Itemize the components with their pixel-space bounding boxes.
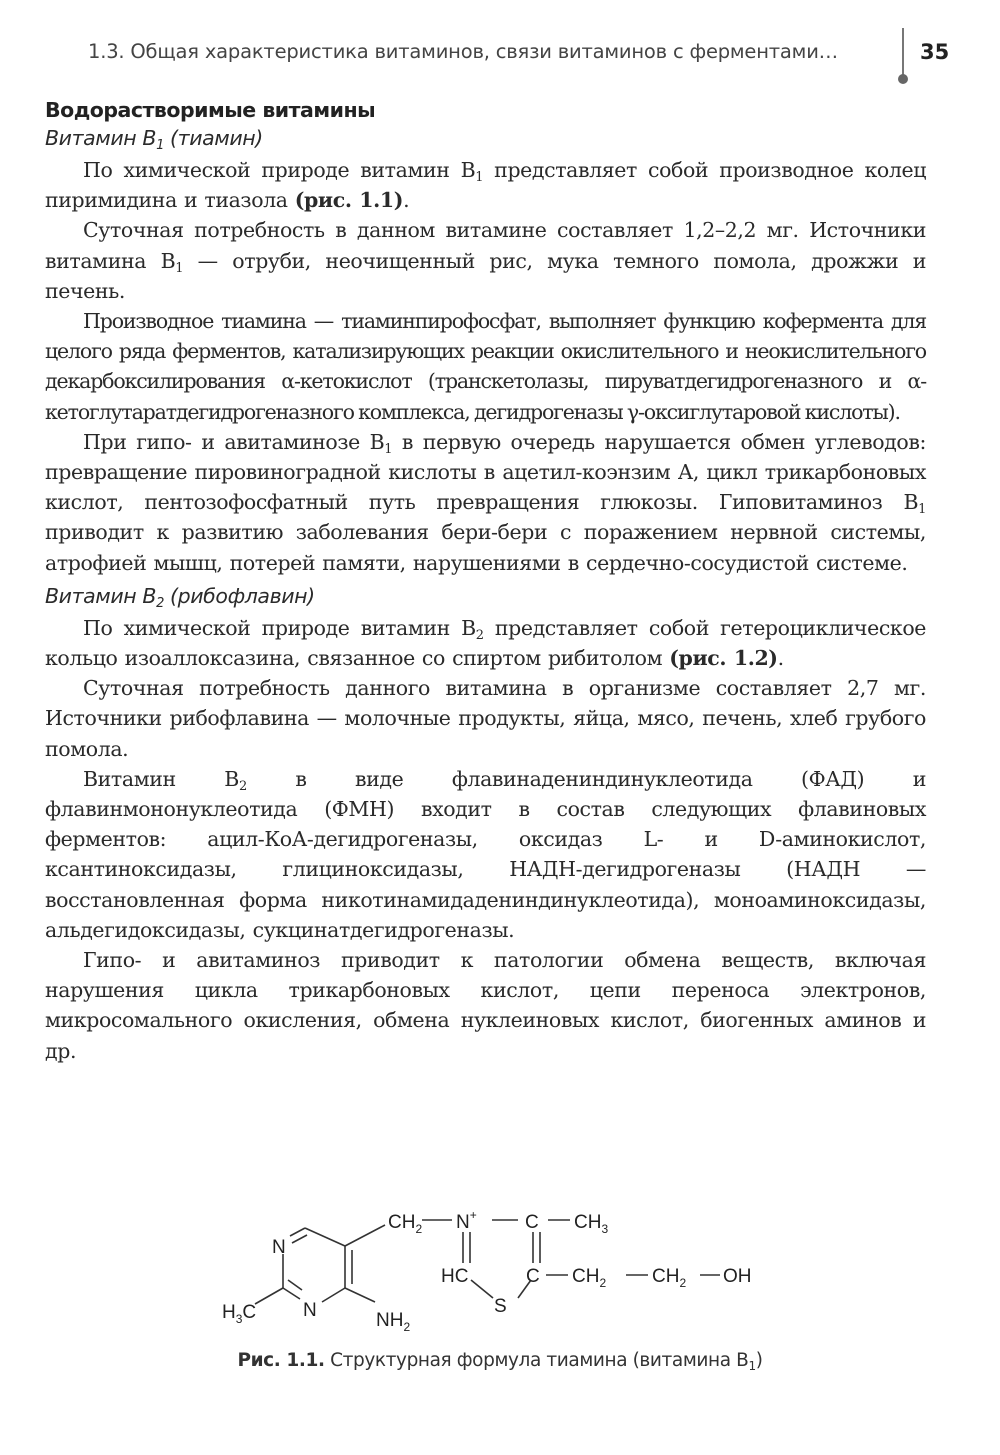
atom-c-top: C: [525, 1212, 539, 1233]
body-text: [45, 98, 926, 1066]
vitamin-b1-heading-text: Витамин B: [45, 126, 157, 150]
vitamin-b1-heading: [45, 126, 926, 153]
b2-paragraph-requirement: Суточная потребность данного витамина в организме составляет 2,7 мг. Источники рибофлавина — молочные продукты, яйца, мясо, печень, хлеб грубого помола.: [45, 676, 926, 761]
atom-hc: HC: [441, 1266, 469, 1287]
header-dot: [898, 74, 908, 84]
atom-ch3: [574, 1212, 608, 1236]
b1-paragraph-chemistry: [45, 155, 926, 215]
atom-ch2-chain-2: [652, 1266, 686, 1290]
atom-label: CH: [572, 1266, 600, 1287]
atom-label: 3: [601, 1222, 609, 1236]
b2-paragraph-chemistry: [45, 613, 926, 673]
atom-label: CH: [574, 1212, 602, 1233]
vitamin-b1-heading-subscript: 1: [156, 138, 164, 153]
atom-label: 2: [403, 1320, 411, 1334]
text-span: в первую очередь нарушается обмен углеводов: превращение пировиноградной кислоты в ацетил-коэнзим А, цикл трикарбоновых кислот, пентозофосфатный путь превращения глюкозы. Гиповитаминоз B: [45, 429, 926, 515]
text-span: Витамин B: [83, 766, 239, 791]
figure-reference: (рис. 1.1): [294, 188, 404, 213]
atom-h3c: [222, 1302, 256, 1326]
atom-label: 3: [235, 1312, 243, 1326]
atom-label: 2: [679, 1276, 687, 1290]
atom-n-plus: [456, 1208, 477, 1233]
text-span: Суточная потребность в данном витамине составляет 1,2–2,2 мг. Источники витамина B: [45, 218, 926, 273]
subscript: 2: [475, 627, 484, 643]
text-span: — отруби, неочищенный рис, мука темного помола, дрожжи и печень.: [45, 248, 926, 303]
text-span: представляет собой гетероциклическое кольцо изоаллоксазина, связанное со спиртом рибитолом: [45, 615, 926, 671]
subscript: 1: [918, 502, 926, 518]
thiamine-structural-formula: [0, 1198, 1000, 1358]
atom-label: CH: [652, 1266, 680, 1287]
atom-label: H: [222, 1302, 236, 1323]
page-number: 35: [920, 40, 950, 64]
atom-label: +: [469, 1208, 477, 1222]
text-span: По химической природе витамин B: [83, 158, 476, 182]
b1-paragraph-coenzyme: Производное тиамина — тиаминпирофосфат, выполняет функцию кофермента для целого ряда ферментов, катализирующих реакции окислительного и неокислительного декарбоксилирования α-кетокислот (транскетолазы, пируватдегидрогеназного и α-кетоглутаратдегидрогеназного комплекса, дегидрогеназы γ-оксиглутаровой кислоты).: [45, 309, 926, 424]
subscript: 1: [384, 441, 393, 457]
figure-caption-label: Рис. 1.1.: [237, 1350, 325, 1371]
vitamin-b2-heading-subscript: 2: [156, 595, 164, 611]
bond-lines: [255, 1220, 720, 1304]
section-title: Водорастворимые витамины: [45, 98, 376, 122]
atom-ch2-bridge: [388, 1212, 422, 1236]
b2-paragraph-deficiency: Гипо- и авитаминоз приводит к патологии обмена веществ, включая нарушения цикла трикарбоновых кислот, цепи переноса электронов, микросомального окисления, обмена нуклеиновых кислот, биогенных аминов и др.: [45, 948, 926, 1063]
atom-nh2: [376, 1310, 410, 1334]
text-span: При гипо- и авитаминозе B: [83, 429, 385, 454]
figure-caption: [0, 1350, 1000, 1373]
atom-oh: OH: [723, 1266, 752, 1287]
b1-paragraph-requirement: [45, 215, 926, 306]
atom-c-mid: C: [526, 1266, 540, 1287]
text-span: в виде флавинадениндинуклеотида (ФАД) и флавинмононуклеотида (ФМН) входит в состав следующих флавиновых ферментов: ацил-КоА-дегидрогеназы, оксидаз L- и D-аминокислот, ксантиноксидазы, глициноксидазы, НАДН-дегидрогеназы (НАДН — восстановленная форма никотинамидадениндинуклеотида), моноаминоксидазы, альдегидоксидазы, сукцинатдегидрогеназы.: [45, 766, 926, 942]
subscript: 1: [475, 170, 484, 185]
text-span: По химической природе витамин B: [83, 615, 476, 640]
b1-paragraph-deficiency: [45, 427, 926, 578]
subscript: 1: [175, 260, 184, 276]
text-span: приводит к развитию заболевания бери-бери с поражением нервной системы, атрофией мышц, потерей памяти, нарушениями в сердечно-сосудистой системе.: [45, 520, 926, 575]
text-span: .: [403, 188, 410, 213]
vitamin-b2-heading: [45, 584, 926, 611]
b2-paragraph-enzymes: [45, 764, 926, 945]
subscript: 2: [238, 778, 247, 794]
subscript: 1: [748, 1359, 756, 1373]
vitamin-b2-heading-text: Витамин B: [45, 583, 157, 608]
running-head: 1.3. Общая характеристика витаминов, связи витаминов с ферментами…: [88, 40, 838, 63]
atom-label: CH: [388, 1212, 416, 1233]
atom-n-ring-2: N: [303, 1300, 317, 1321]
atom-ch2-chain: [572, 1266, 606, 1290]
atom-label: NH: [376, 1310, 404, 1331]
atom-label: C: [242, 1302, 257, 1323]
text-span: ): [755, 1350, 763, 1371]
figure-caption-text: Структурная формула тиамина (витамина B: [324, 1350, 749, 1371]
atom-s: S: [494, 1296, 507, 1317]
atom-label: 2: [415, 1222, 423, 1236]
text-span: представляет собой производное колец пиримидина и тиазола: [45, 158, 926, 213]
header-rule: [902, 28, 904, 78]
atom-n-ring: N: [272, 1237, 286, 1258]
atom-label: N: [456, 1212, 470, 1233]
figure-reference: (рис. 1.2): [669, 646, 778, 671]
vitamin-b1-heading-name: (тиамин): [163, 126, 263, 150]
atom-label: 2: [599, 1276, 607, 1290]
text-span: .: [777, 646, 784, 671]
vitamin-b2-heading-name: (рибофлавин): [163, 583, 315, 608]
